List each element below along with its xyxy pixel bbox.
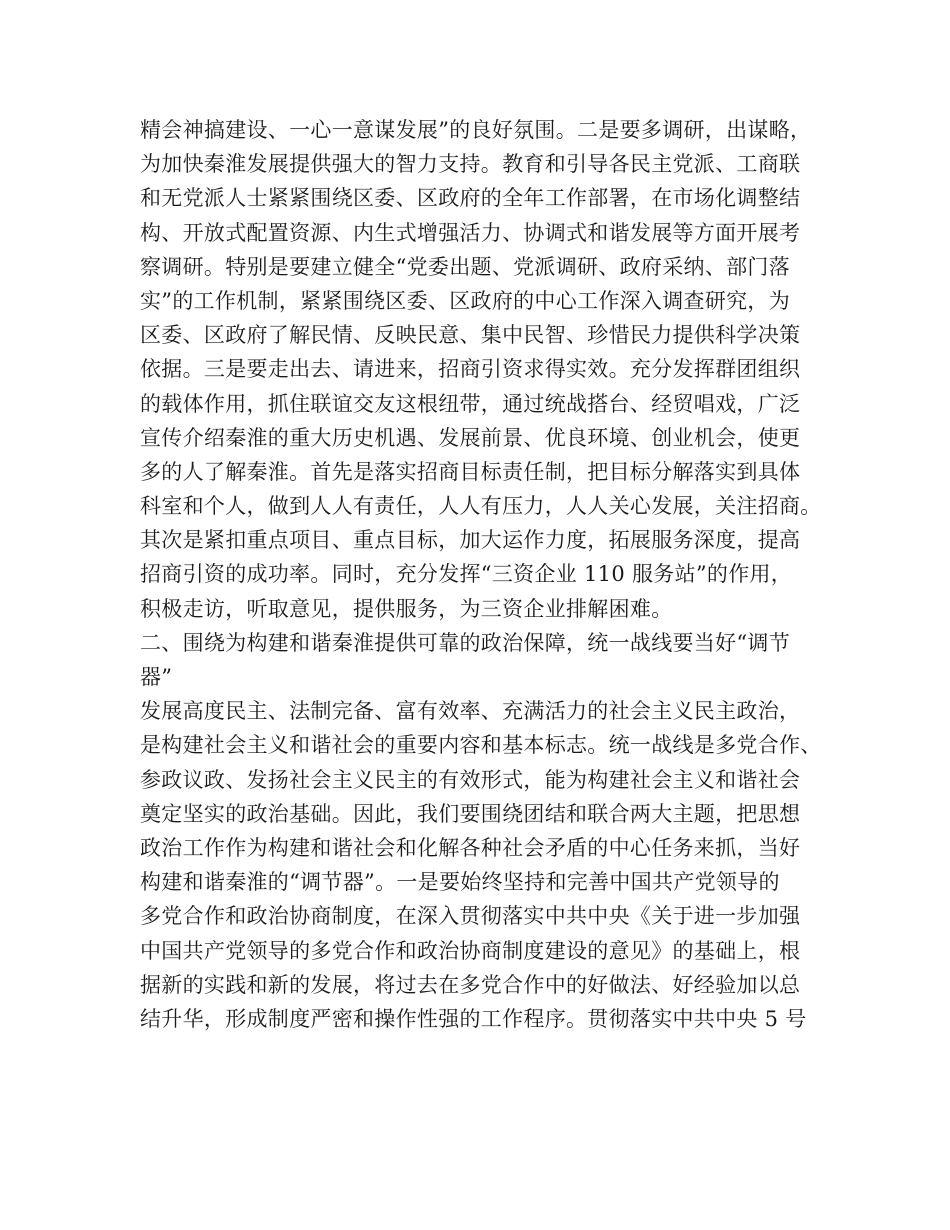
text-line: 其次是紧扣重点项目、重点目标，加大运作力度，拓展服务深度，提高 [140, 528, 801, 553]
text-line: 依据。三是要走出去、请进来，招商引资求得实效。充分发挥群团组织 [140, 357, 801, 382]
section-heading-line: 器” [140, 665, 173, 689]
text-line: 多党合作和政治协商制度，在深入贯彻落实中共中央《关于进一步加强 [140, 904, 801, 929]
text-line: 多的人了解秦淮。首先是落实招商目标责任制，把目标分解落实到具体 [140, 459, 801, 484]
text-line: 构、开放式配置资源、内生式增强活力、协调式和谐发展等方面开展考 [140, 220, 801, 245]
text-line: 宣传介绍秦淮的重大历史机遇、发展前景、优良环境、创业机会，使更 [140, 425, 801, 450]
text-line: 为加快秦淮发展提供强大的智力支持。教育和引导各民主党派、工商联 [140, 152, 801, 177]
document-body [140, 113, 830, 1036]
text-line: 和无党派人士紧紧围绕区委、区政府的全年工作部署，在市场化调整结 [140, 186, 801, 211]
text-line: 精会神搞建设、一心一意谋发展”的良好氛围。二是要多调研，出谋略， [140, 118, 812, 142]
text-line: 参政议政、发扬社会主义民主的有效形式，能为构建社会主义和谐社会 [140, 767, 801, 792]
text-line: 发展高度民主、法制完备、富有效率、充满活力的社会主义民主政治， [140, 699, 801, 724]
text-line: 据新的实践和新的发展，将过去在多党合作中的好做法、好经验加以总 [140, 972, 801, 997]
text-line: 科室和个人，做到人人有责任，人人有压力，人人关心发展，关注招商。 [140, 494, 822, 519]
text-line: 是构建社会主义和谐社会的重要内容和基本标志。统一战线是多党合作、 [140, 733, 822, 758]
text-line: 招商引资的成功率。同时，充分发挥“三资企业 110 服务站”的作用， [140, 562, 793, 587]
text-line: 实”的工作机制，紧紧围绕区委、区政府的中心工作深入调查研究，为 [140, 288, 791, 313]
text-line: 的载体作用，抓住联谊交友这根纽带，通过统战搭台、经贸唱戏，广泛 [140, 391, 801, 416]
text-line: 察调研。特别是要建立健全“党委出题、党派调研、政府采纳、部门落 [140, 254, 791, 279]
text-line: 构建和谐秦淮的“调节器”。一是要始终坚持和完善中国共产党领导的 [140, 870, 780, 895]
text-line: 区委、区政府了解民情、反映民意、集中民智、珍惜民力提供科学决策 [140, 323, 801, 348]
text-line: 政治工作作为构建和谐社会和化解各种社会矛盾的中心任务来抓，当好 [140, 835, 801, 860]
section-heading-line: 二、围绕为构建和谐秦淮提供可靠的政治保障，统一战线要当好“调节 [140, 630, 791, 655]
text-line: 结升华，形成制度严密和操作性强的工作程序。贯彻落实中共中央 5 号 [140, 1006, 807, 1031]
text-line: 积极走访，听取意见，提供服务，为三资企业排解困难。 [140, 596, 673, 621]
text-line: 奠定坚实的政治基础。因此，我们要围绕团结和联合两大主题，把思想 [140, 801, 801, 826]
text-line: 中国共产党领导的多党合作和政治协商制度建设的意见》的基础上，根 [140, 938, 801, 963]
